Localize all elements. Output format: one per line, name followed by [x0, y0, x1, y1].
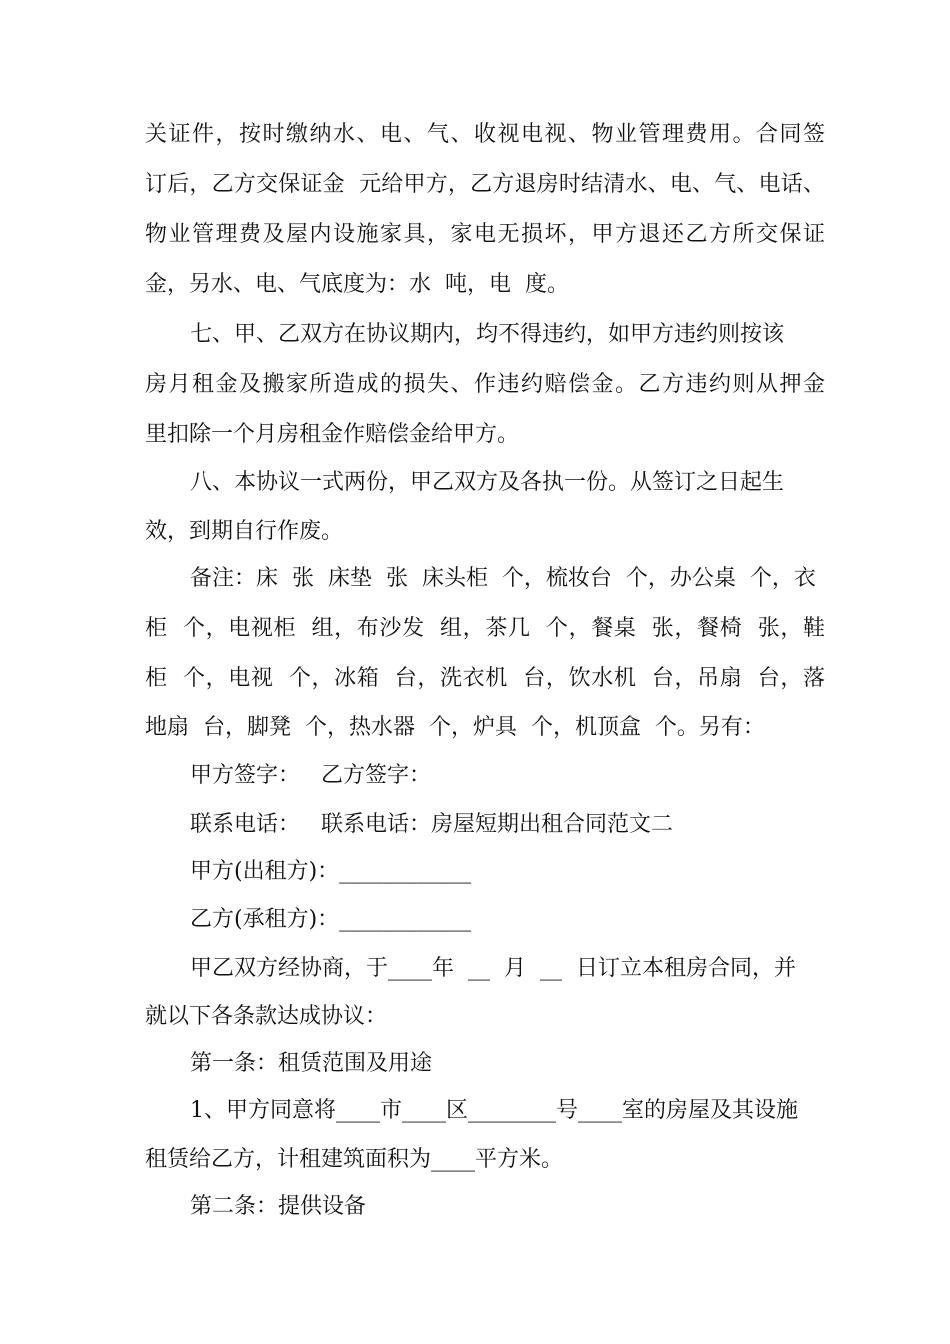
article-1-heading: 第一条：租赁范围及用途	[190, 1051, 433, 1076]
text-line: 里扣除一个月房租金作赔偿金给甲方。	[145, 422, 520, 447]
text-line: 金，另水、电、气底度为：水 吨，电 度。	[145, 272, 569, 297]
text-line: 物业管理费及屋内设施家具，家电无损坏，甲方退还乙方所交保证	[145, 222, 825, 247]
text-line: 租赁给乙方，计租建筑面积为____平方米。	[145, 1147, 564, 1172]
lessee-line: 乙方(承租方)：____________	[190, 907, 472, 932]
text-line: 房月租金及搬家所造成的损失、作违约赔偿金。乙方违约则从押金	[145, 372, 825, 397]
signature-line: 甲方签字： 乙方签字：	[190, 763, 431, 788]
paragraph-clause-7: 七、甲、乙双方在协议期内，均不得违约，如甲方违约则按该	[190, 322, 785, 347]
article-2-heading: 第二条：提供设备	[190, 1194, 367, 1219]
text-line: 关证件，按时缴纳水、电、气、收视电视、物业管理费用。合同签	[145, 122, 825, 147]
text-line: 效，到期自行作废。	[145, 519, 344, 544]
text-line: 地扇 台，脚凳 个，热水器 个，炉具 个，机顶盒 个。另有：	[145, 715, 765, 740]
text-line: 柜 个，电视 个，冰箱 台，洗衣机 台，饮水机 台，吊扇 台，落	[145, 666, 825, 691]
text-line: 柜 个，电视柜 组，布沙发 组，茶几 个，餐桌 张，餐椅 张，鞋	[145, 616, 825, 641]
article-1-item-1: 1、甲方同意将____市____区________号____室的房屋及其设施	[190, 1098, 798, 1123]
remarks-paragraph: 备注：床 张 床垫 张 床头柜 个，梳妆台 个，办公桌 个，衣	[190, 566, 816, 591]
text-line: 订后，乙方交保证金 元给甲方，乙方退房时结清水、电、气、电话、	[145, 172, 825, 197]
agreement-intro: 甲乙双方经协商，于____年 __ 月 __ 日订立本租房合同，并	[190, 956, 796, 981]
paragraph-clause-8: 八、本协议一式两份，甲乙双方及各执一份。从签订之日起生	[190, 470, 785, 495]
text-line: 就以下各条款达成协议：	[145, 1004, 388, 1029]
lessor-line: 甲方(出租方)：____________	[190, 859, 472, 884]
contact-line: 联系电话： 联系电话：房屋短期出租合同范文二	[190, 812, 673, 837]
